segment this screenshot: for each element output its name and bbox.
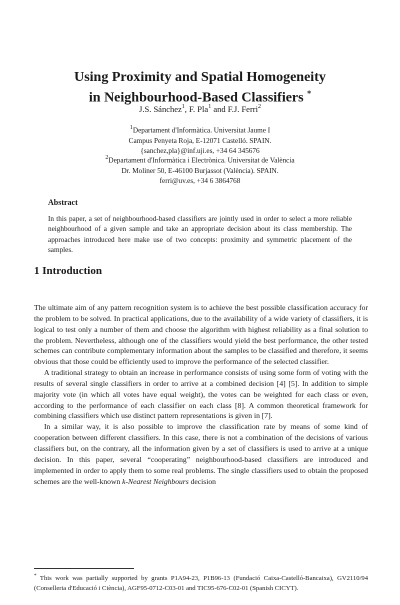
footnote xyxy=(34,572,368,593)
author-list xyxy=(50,102,350,115)
paper-title-line-1 xyxy=(50,70,350,85)
paragraph-3-emphasis: k-Nearest Neighbours xyxy=(122,476,189,486)
footnote-rule xyxy=(34,568,134,569)
author-1-affil: 1 xyxy=(181,104,185,110)
abstract-text: In this paper, a set of neighbourhood-based classifiers are jointly used in order to select a more reliable neighbourhood of a given sample and take an appropriate decision about its class membership. The approaches introduced here make use of two concepts: proximity and symmetric placement of the samples. xyxy=(48,215,352,254)
affiliation-2-marker: 2 xyxy=(105,155,109,161)
title-text-1: Using Proximity and Spatial Homogeneity xyxy=(74,70,326,85)
affiliation-1-name xyxy=(40,123,360,136)
title-footnote-marker: * xyxy=(307,89,312,98)
paragraph-1: The ultimate aim of any pattern recognition system is to achieve the best possible classification accuracy for the problem to be solved. In practical applications, due to the availability of a wide variety of classifiers, it is logical to test only a number of them and choose the algorithm with highest reliability as a final solution to the problem. Nevertheless, although one of the classifiers would yield the best performance, the other tested schemes can contribute complementary information about the samples to be classified and therefore, it seems obvious that those could be efficiently used to improve the performance of the selected classifier. xyxy=(34,303,368,367)
author-2: , F. Pla xyxy=(184,103,209,114)
paragraph-2: A traditional strategy to obtain an increase in performance consists of using some form of voting with the results of several single classifiers in order to arrive at a combined decision [4] [5]. In addition to simple majority vote (in which all votes have equal weight), the votes can be weighted for each class or even, according to the performance of each classifier on each class [8]. A common theoretical framework for combining classifiers which use distinct pattern representations is given in [7]. xyxy=(34,368,368,421)
affiliation-1-contact: {sanchez,pla}@inf.uji.es, +34 64 345676 xyxy=(140,146,260,155)
body-text xyxy=(34,303,368,487)
paragraph-3 xyxy=(34,422,368,487)
section-heading-introduction: 1 Introduction xyxy=(34,265,102,277)
author-1: J.S. Sánchez xyxy=(139,103,182,114)
affiliation-2 xyxy=(40,153,360,186)
footnote-marker: * xyxy=(34,574,37,579)
affiliation-1 xyxy=(40,123,360,156)
paragraph-3-tail: decision xyxy=(188,476,216,486)
affiliation-2-contact: ferri@uv.es, +34 6 3864768 xyxy=(159,176,241,185)
author-2-affil: 1 xyxy=(208,104,212,110)
affiliation-1-dept: Departament d'Informàtica. Universitat Jaume I xyxy=(132,126,271,135)
author-3: and F.J. Ferri xyxy=(211,103,258,114)
abstract-heading: Abstract xyxy=(48,198,78,207)
author-3-affil: 2 xyxy=(257,104,261,110)
affiliation-1-marker: 1 xyxy=(129,125,133,131)
title-text-2: in Neighbourhood-Based Classifiers xyxy=(88,90,304,106)
affiliation-2-address: Dr. Moliner 50, E-46100 Burjassot (València). SPAIN. xyxy=(121,166,279,175)
affiliation-1-address: Campus Penyeta Roja, E-12071 Castelló. SPAIN. xyxy=(128,136,272,145)
footnote-text: This work was partially supported by grants P1A94-23, P1B96-13 (Fundació Caixa-Castelló-Bancaixa), GV2110/94 (Conselleria d'Educació i Ciència), AGF95-0712-C03-01 and TIC95-676-C02-01 (Spanish CICYT). xyxy=(34,575,368,592)
affiliation-2-dept: Departament d'Informàtica i Electrònica. Universitat de València xyxy=(108,156,295,165)
affiliation-2-name xyxy=(40,153,360,166)
paragraph-3-text: In a similar way, it is also possible to improve the classification rate by means of some kind of cooperation between different classifiers. In this case, there is not a combination of the decisions of various classifiers but, on the contrary, all the information given by a set of classifiers is used to arrive at a unique decision. In this paper, several “cooperating” neighbourhood-based classifiers are introduced and implemented in order to apply them to some real problems. The single classifiers used to obtain the proposed schemes are the well-known xyxy=(34,422,368,486)
